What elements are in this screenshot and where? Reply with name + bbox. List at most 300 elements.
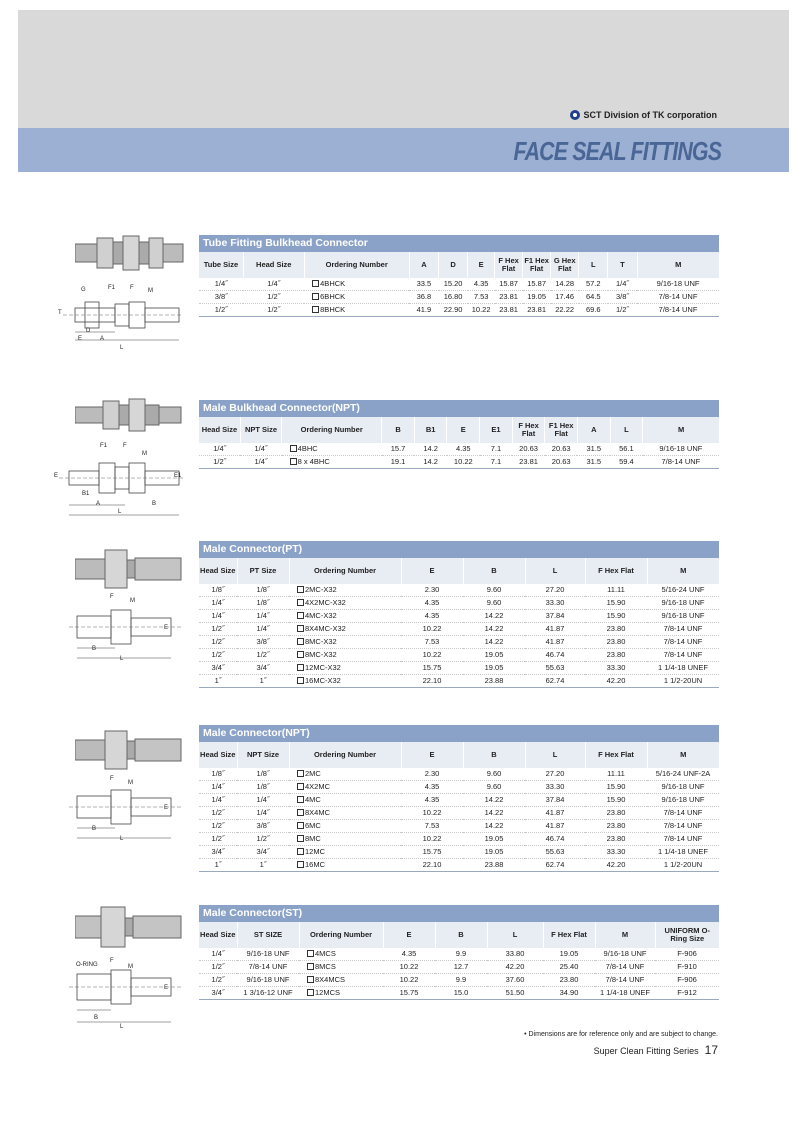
table-cell: 4.35 — [401, 610, 463, 623]
table-cell: 7/8-14 UNF — [647, 636, 719, 649]
table-cell: 3/8˝ — [237, 636, 289, 649]
table-cell: 1/2˝ — [199, 833, 237, 846]
table-cell: 1/2˝ — [243, 304, 304, 317]
table-cell: 10.22 — [401, 833, 463, 846]
column-header: F Hex Flat — [512, 417, 545, 443]
table-cell — [282, 443, 382, 456]
table-cell — [289, 584, 401, 597]
ordering-number: 8X4MCS — [315, 975, 346, 984]
table-cell: 10.22 — [401, 807, 463, 820]
table-cell: 33.5 — [409, 278, 438, 291]
table-cell: 23.81 — [523, 304, 551, 317]
fitting-photo-icon — [75, 395, 185, 435]
table-cell: 11.11 — [585, 584, 647, 597]
ordering-number: 4BHCK — [320, 279, 346, 288]
column-header: M — [647, 742, 719, 768]
table-cell: 15.7 — [382, 443, 415, 456]
ordering-number: 12MC-X32 — [305, 663, 341, 672]
table-row — [199, 278, 719, 291]
table-cell: 9/16-18 UNF — [647, 794, 719, 807]
table-cell: 7/8-14 UNF — [647, 820, 719, 833]
table-cell: 1/2˝ — [237, 649, 289, 662]
column-header: B — [463, 742, 525, 768]
table-cell: 3/4˝ — [237, 662, 289, 675]
table-cell: F-912 — [655, 987, 719, 1000]
ordering-number: 4MC — [305, 795, 321, 804]
column-header: Ordering Number — [304, 252, 409, 278]
table-cell: 9/16-18 UNF — [647, 781, 719, 794]
table-row — [199, 662, 719, 675]
checkbox-square-icon — [297, 848, 304, 855]
table-cell: 23.80 — [585, 649, 647, 662]
column-header: D — [439, 252, 468, 278]
table-row — [199, 584, 719, 597]
fitting-photo-icon — [75, 544, 185, 594]
diagram-label: E — [164, 985, 169, 991]
diagram-label: B — [92, 646, 97, 652]
table-cell: 1/8˝ — [237, 584, 289, 597]
table-cell: 1/2˝ — [237, 833, 289, 846]
series-name: Super Clean Fitting Series — [593, 1046, 699, 1056]
table-cell: 55.63 — [525, 662, 585, 675]
column-header: F Hex Flat — [543, 922, 595, 948]
table-cell: 1/4˝ — [199, 948, 237, 961]
column-header: L — [610, 417, 643, 443]
table-cell: 41.87 — [525, 807, 585, 820]
table-cell: F-906 — [655, 974, 719, 987]
table-cell: 15.20 — [439, 278, 468, 291]
table-cell: 9/16-18 UNF — [647, 610, 719, 623]
table-cell: 42.20 — [585, 675, 647, 688]
spec-table — [199, 417, 719, 469]
table-cell: 23.88 — [463, 675, 525, 688]
table-header-row — [199, 922, 719, 948]
column-header: UNIFORM O-Ring Size — [655, 922, 719, 948]
table-cell — [299, 961, 383, 974]
ordering-number: 12MCS — [315, 988, 341, 997]
table-cell: 1 1/4-18 UNEF — [647, 662, 719, 675]
table-cell: 7/8-14 UNF — [647, 623, 719, 636]
table-cell — [289, 768, 401, 781]
ordering-number: 2MC-X32 — [305, 585, 337, 594]
ordering-number: 8 x 4BHC — [297, 457, 330, 466]
spec-table — [199, 252, 719, 317]
table-row — [199, 304, 719, 317]
page-footer — [594, 1043, 718, 1057]
table-cell: 14.22 — [463, 820, 525, 833]
table-cell: 7/8-14 UNF — [637, 304, 719, 317]
checkbox-square-icon — [307, 989, 314, 996]
table-cell — [304, 304, 409, 317]
column-header: G Hex Flat — [551, 252, 579, 278]
table-row — [199, 987, 719, 1000]
column-header: A — [409, 252, 438, 278]
table-cell: 9/16-18 UNF — [237, 948, 299, 961]
column-header: Tube Size — [199, 252, 243, 278]
spec-table-wrap — [199, 400, 719, 469]
table-cell: 7.1 — [480, 456, 513, 469]
table-cell: 4.35 — [468, 278, 495, 291]
table-cell: 1/8˝ — [237, 768, 289, 781]
table-cell — [289, 662, 401, 675]
diagram-label: M — [128, 964, 133, 970]
diagram-label: B — [94, 1015, 99, 1021]
table-cell: F-906 — [655, 948, 719, 961]
table-cell: 22.90 — [439, 304, 468, 317]
table-cell: 23.80 — [585, 833, 647, 846]
table-cell: 1/4˝ — [199, 794, 237, 807]
table-cell: 1/2˝ — [199, 623, 237, 636]
column-header: F Hex Flat — [495, 252, 523, 278]
column-header: A — [577, 417, 610, 443]
checkbox-square-icon — [312, 280, 319, 287]
table-cell: 19.05 — [463, 846, 525, 859]
table-cell: 23.81 — [512, 456, 545, 469]
table-cell: 37.84 — [525, 794, 585, 807]
ordering-number: 8X4MC-X32 — [305, 624, 346, 633]
table-cell: 31.5 — [577, 456, 610, 469]
diagram-label: F1 — [100, 443, 108, 449]
table-cell: 23.80 — [543, 974, 595, 987]
diagram-label: M — [128, 780, 133, 786]
table-cell: 3/4˝ — [199, 987, 237, 1000]
fitting-photo-icon — [75, 725, 185, 775]
table-cell: 10.22 — [468, 304, 495, 317]
table-cell — [289, 623, 401, 636]
diagram-label: D — [86, 328, 91, 334]
column-header: F1 Hex Flat — [523, 252, 551, 278]
table-title: Male Bulkhead Connector(NPT) — [199, 400, 719, 417]
diagram-label: E — [164, 805, 169, 811]
table-cell: 9.60 — [463, 781, 525, 794]
diagram-label: E1 — [174, 473, 182, 479]
checkbox-square-icon — [307, 963, 314, 970]
table-cell: 1˝ — [237, 675, 289, 688]
table-cell: 15.87 — [523, 278, 551, 291]
table-cell: 19.1 — [382, 456, 415, 469]
table-cell — [289, 820, 401, 833]
table-cell: 46.74 — [525, 833, 585, 846]
checkbox-square-icon — [297, 599, 304, 606]
table-cell: 1/4˝ — [199, 781, 237, 794]
table-cell: 62.74 — [525, 675, 585, 688]
table-cell: 4.35 — [401, 794, 463, 807]
ordering-number: 16MC — [305, 860, 326, 869]
table-cell: 23.80 — [585, 636, 647, 649]
table-cell: F-910 — [655, 961, 719, 974]
diagram-label: B — [92, 826, 97, 832]
table-cell: 11.11 — [585, 768, 647, 781]
table-cell: 7/8-14 UNF — [637, 291, 719, 304]
column-header: E — [401, 558, 463, 584]
table-cell: 7/8-14 UNF — [643, 456, 719, 469]
table-row — [199, 974, 719, 987]
table-cell: 23.80 — [585, 820, 647, 833]
table-cell: 1˝ — [199, 859, 237, 872]
diagram-label: E — [164, 625, 169, 631]
table-title: Tube Fitting Bulkhead Connector — [199, 235, 719, 252]
table-cell: 15.75 — [383, 987, 435, 1000]
table-row — [199, 820, 719, 833]
brand — [570, 110, 717, 120]
table-cell: 42.20 — [585, 859, 647, 872]
checkbox-square-icon — [297, 651, 304, 658]
table-cell: 9.60 — [463, 597, 525, 610]
table-cell — [289, 833, 401, 846]
table-cell: 9.9 — [435, 974, 487, 987]
table-cell: 1/2˝ — [243, 291, 304, 304]
checkbox-square-icon — [290, 445, 297, 452]
table-cell: 1 3/16-12 UNF — [237, 987, 299, 1000]
table-cell: 1/4˝ — [237, 794, 289, 807]
table-cell: 15.90 — [585, 597, 647, 610]
table-cell: 41.87 — [525, 636, 585, 649]
table-cell: 22.10 — [401, 675, 463, 688]
checkbox-square-icon — [312, 293, 319, 300]
table-cell: 14.22 — [463, 623, 525, 636]
checkbox-square-icon — [307, 976, 314, 983]
table-row — [199, 597, 719, 610]
column-header: Ordering Number — [289, 742, 401, 768]
table-cell: 19.05 — [463, 833, 525, 846]
table-header-row — [199, 742, 719, 768]
diagram-label: L — [118, 509, 122, 515]
fitting-photo-icon — [75, 902, 185, 952]
ordering-number: 6MC — [305, 821, 321, 830]
page-title: FACE SEAL FITTINGS — [513, 136, 721, 166]
page-number: 17 — [704, 1043, 718, 1057]
diagram-label: L — [120, 345, 124, 351]
checkbox-square-icon — [297, 664, 304, 671]
table-row — [199, 636, 719, 649]
checkbox-square-icon — [290, 458, 297, 465]
table-row — [199, 859, 719, 872]
ordering-number: 4MC-X32 — [305, 611, 337, 620]
column-header: E — [447, 417, 480, 443]
ordering-number: 16MC-X32 — [305, 676, 341, 685]
dimension-diagram-icon — [55, 958, 190, 1030]
column-header: M — [595, 922, 655, 948]
diagram-label: M — [148, 288, 153, 294]
column-header: PT Size — [237, 558, 289, 584]
spec-table-wrap — [199, 725, 719, 872]
column-header: F Hex Flat — [585, 742, 647, 768]
table-cell: 19.05 — [543, 948, 595, 961]
table-cell: 37.60 — [487, 974, 543, 987]
ordering-number: 4X2MC — [305, 782, 331, 791]
table-cell: 14.22 — [463, 794, 525, 807]
table-cell: 14.22 — [463, 610, 525, 623]
table-cell: 17.46 — [551, 291, 579, 304]
table-cell: 20.63 — [545, 443, 578, 456]
table-cell — [289, 807, 401, 820]
brand-logo-icon — [570, 110, 580, 120]
column-header: Head Size — [199, 922, 237, 948]
column-header: E — [383, 922, 435, 948]
diagram-label: F — [130, 285, 134, 291]
table-cell: 1/8˝ — [237, 597, 289, 610]
table-cell: 14.22 — [463, 807, 525, 820]
table-header-row — [199, 417, 719, 443]
column-header: B — [382, 417, 415, 443]
table-cell: 1˝ — [237, 859, 289, 872]
spec-table-wrap — [199, 905, 719, 1000]
table-cell: 16.80 — [439, 291, 468, 304]
table-cell: 1/2˝ — [199, 456, 240, 469]
column-header: B1 — [414, 417, 447, 443]
table-cell: 1/4˝ — [240, 456, 281, 469]
column-header: L — [525, 742, 585, 768]
table-cell: 1/8˝ — [199, 768, 237, 781]
table-cell: 9.60 — [463, 768, 525, 781]
diagram-label: E — [54, 473, 59, 479]
diagram-label: F — [123, 443, 127, 449]
table-row — [199, 675, 719, 688]
table-cell: 7/8-14 UNF — [647, 649, 719, 662]
column-header: B — [463, 558, 525, 584]
table-cell: 41.87 — [525, 623, 585, 636]
column-header: M — [637, 252, 719, 278]
table-cell: 51.50 — [487, 987, 543, 1000]
ordering-number: 4MCS — [315, 949, 336, 958]
table-cell: 33.80 — [487, 948, 543, 961]
table-cell: 1 1/2-20UN — [647, 675, 719, 688]
table-cell: 1 1/2-20UN — [647, 859, 719, 872]
table-cell: 10.22 — [401, 649, 463, 662]
table-cell: 9/16-18 UNF — [637, 278, 719, 291]
table-row — [199, 807, 719, 820]
table-cell: 25.40 — [543, 961, 595, 974]
table-cell: 1/4˝ — [199, 597, 237, 610]
column-header: L — [579, 252, 608, 278]
diagram-label: F — [110, 776, 114, 782]
table-row — [199, 768, 719, 781]
table-cell: 7.53 — [401, 820, 463, 833]
diagram-label: E — [78, 336, 83, 342]
spec-table — [199, 742, 719, 872]
table-cell: 33.30 — [585, 846, 647, 859]
table-cell: 1 1/4-18 UNEF — [647, 846, 719, 859]
table-cell: 1˝ — [199, 675, 237, 688]
table-cell: 31.5 — [577, 443, 610, 456]
table-cell: 2.30 — [401, 768, 463, 781]
table-cell: 1/8˝ — [237, 781, 289, 794]
column-header: ST SIZE — [237, 922, 299, 948]
ordering-number: 2MC — [305, 769, 321, 778]
column-header: Ordering Number — [289, 558, 401, 584]
table-cell: 4.35 — [447, 443, 480, 456]
spec-table — [199, 558, 719, 688]
table-cell: 14.2 — [414, 443, 447, 456]
diagram-label: A — [100, 336, 105, 342]
table-cell: 5/16-24 UNF-2A — [647, 768, 719, 781]
table-cell: 7/8-14 UNF — [647, 833, 719, 846]
table-cell: 1/4˝ — [243, 278, 304, 291]
diagram-label: B1 — [82, 491, 90, 497]
spec-table — [199, 922, 719, 1000]
table-cell: 5/16-24 UNF — [647, 584, 719, 597]
checkbox-square-icon — [297, 783, 304, 790]
table-cell: 1/2˝ — [199, 649, 237, 662]
table-cell: 1 1/4-18 UNEF — [595, 987, 655, 1000]
column-header: M — [647, 558, 719, 584]
spec-table-wrap — [199, 235, 719, 317]
column-header: L — [525, 558, 585, 584]
table-cell: 14.22 — [463, 636, 525, 649]
column-header: F Hex Flat — [585, 558, 647, 584]
table-cell: 1/4˝ — [199, 443, 240, 456]
table-cell: 9/16-18 UNF — [595, 948, 655, 961]
table-cell: 55.63 — [525, 846, 585, 859]
table-cell: 14.2 — [414, 456, 447, 469]
ordering-number: 8MC-X32 — [305, 650, 337, 659]
diagram-label: M — [142, 451, 147, 457]
table-cell: 1/2˝ — [199, 636, 237, 649]
checkbox-square-icon — [297, 612, 304, 619]
column-header: Ordering Number — [299, 922, 383, 948]
table-cell: 1/4˝ — [237, 807, 289, 820]
table-cell: 23.81 — [495, 291, 523, 304]
checkbox-square-icon — [297, 861, 304, 868]
checkbox-square-icon — [297, 809, 304, 816]
table-cell: 59.4 — [610, 456, 643, 469]
table-cell — [289, 781, 401, 794]
table-cell — [289, 675, 401, 688]
table-cell: 9/16-18 UNF — [237, 974, 299, 987]
table-cell: 33.30 — [585, 662, 647, 675]
table-cell: 46.74 — [525, 649, 585, 662]
table-cell: 15.90 — [585, 794, 647, 807]
checkbox-square-icon — [297, 625, 304, 632]
diagram-label: F — [110, 958, 114, 964]
table-row — [199, 456, 719, 469]
table-cell: 15.90 — [585, 781, 647, 794]
table-cell: 1/2˝ — [199, 807, 237, 820]
diagram-label: T — [58, 310, 62, 316]
table-cell: 7.1 — [480, 443, 513, 456]
checkbox-square-icon — [307, 950, 314, 957]
table-cell: 10.22 — [447, 456, 480, 469]
table-row — [199, 948, 719, 961]
table-cell: 3/4˝ — [237, 846, 289, 859]
ordering-number: 8MCS — [315, 962, 336, 971]
spec-table-wrap — [199, 541, 719, 688]
table-cell: 1/4˝ — [237, 623, 289, 636]
column-header: M — [643, 417, 719, 443]
table-cell: 1/4˝ — [199, 610, 237, 623]
diagram-label: B — [152, 501, 157, 507]
diagram-label: M — [130, 598, 135, 604]
table-cell: 37.84 — [525, 610, 585, 623]
column-header: Head Size — [243, 252, 304, 278]
column-header: NPT Size — [240, 417, 281, 443]
table-row — [199, 443, 719, 456]
table-cell — [282, 456, 382, 469]
table-cell: 7/8-14 UNF — [647, 807, 719, 820]
diagram-label: L — [120, 1024, 124, 1030]
brand-text: SCT Division of TK corporation — [583, 110, 717, 120]
checkbox-square-icon — [297, 770, 304, 777]
ordering-number: 8MC-X32 — [305, 637, 337, 646]
table-cell: 15.87 — [495, 278, 523, 291]
dimension-diagram-icon — [55, 443, 190, 523]
table-cell — [289, 597, 401, 610]
table-cell: 10.22 — [383, 974, 435, 987]
table-row — [199, 781, 719, 794]
table-cell: 1/2˝ — [199, 304, 243, 317]
table-title: Male Connector(NPT) — [199, 725, 719, 742]
table-cell — [289, 846, 401, 859]
